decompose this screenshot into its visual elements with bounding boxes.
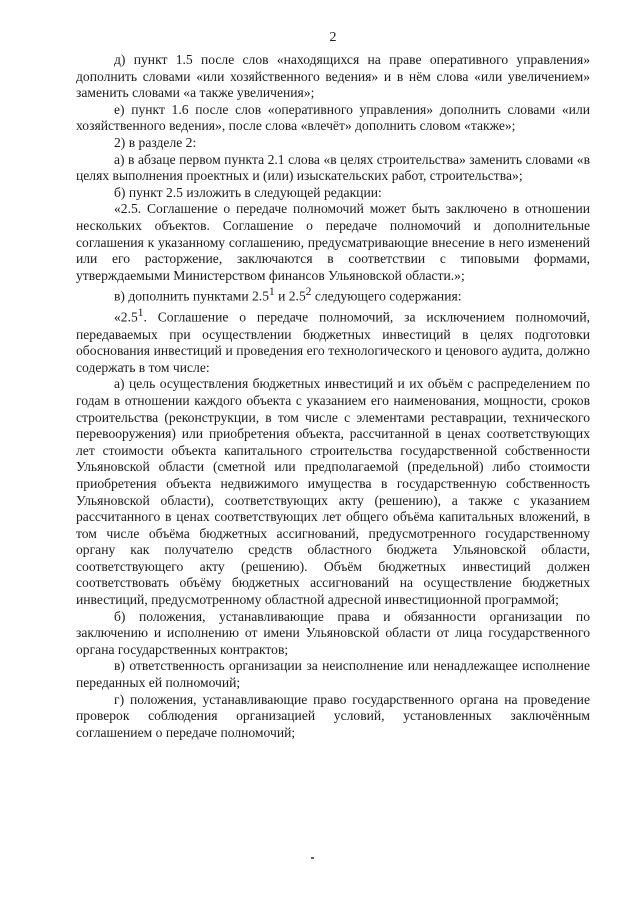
superscript: 1 <box>269 286 275 299</box>
document-body <box>76 52 590 741</box>
paragraph-d: д) пункт 1.5 после слов «находящихся на праве оперативного управления» дополнить словами «или хозяйственного ведения» и в нём слова «или увеличением» заменить словами «а также увеличения»; <box>76 52 590 101</box>
paragraph-v-text: и 2.5 <box>274 288 306 304</box>
paragraph-v-text: следующего содержания: <box>311 288 462 304</box>
scan-artifact <box>311 857 314 859</box>
superscript: 2 <box>305 286 312 299</box>
paragraph-section-2: 2) в разделе 2: <box>114 134 197 150</box>
page-number: 2 <box>329 30 337 45</box>
paragraph-v-text: в) дополнить пунктами 2.5 <box>114 288 270 304</box>
paragraph-2-5: «2.5. Соглашение о передаче полномочий может быть заключено в отношении нескольких объектов. Соглашение о передаче полномочий и дополнительные соглашения к указанному соглашению, предусматривающие внесение в него изменений или его расторжение, заключаются в соответствии с типовыми формами, утверждаемыми Министерством финансов Ульяновской области.»; <box>76 201 590 283</box>
paragraph-v <box>76 284 590 305</box>
paragraph-2-5-1-text: . Соглашение о передаче полномочий, за исключением полномочий, передаваемых при осуществлении бюджетных инвестиций в целях подготовки обоснования инвестиций и проведения его технологического и ценового аудита, должно содержать в том числе: <box>76 309 590 375</box>
subparagraph-a: а) цель осуществления бюджетных инвестиций и их объём с распределением по годам в отношении каждого объекта с указанием его наименования, мощности, сроков строительства (реконструкции, в том числе с элементами реставрации, технического перевооружения) или приобретения объекта, рассчитанной в ценах соответствующих лет стоимости объекта капитального строительства государственной собственности Ульяновской области (сметной или предполагаемой (предельной) либо стоимости приобретения объекта недвижимого имущества в государственную собственность Ульяновской области), соответствующих акту (решению), а также с указанием рассчитанного в ценах соответствующих лет общего объёма капитальных вложений, в том числе объёма бюджетных ассигнований, предусмотренного государственному органу как получателю средств областного бюджета Ульяновской области, соответствующего акту (решению). Объём бюджетных инвестиций должен соответствовать объёму бюджетных ассигнований на осуществление бюджетных инвестиций, предусмотренному областной адресной инвестиционной программой; <box>76 376 590 608</box>
subparagraph-v: в) ответственность организации за неисполнение или ненадлежащее исполнение переданных ей полномочий; <box>76 658 590 691</box>
superscript: 1 <box>137 307 144 320</box>
paragraph-b: б) пункт 2.5 изложить в следующей редакции: <box>114 184 382 200</box>
paragraph-2-5-1 <box>76 305 590 376</box>
subparagraph-b: б) положения, устанавливающие права и обязанности организации по заключению и исполнению от имени Ульяновской области от лица государственного органа государственных контрактов; <box>76 608 590 657</box>
paragraph-a: а) в абзаце первом пункта 2.1 слова «в целях строительства» заменить словами «в целях выполнения проектных и (или) изыскательских работ, строительства»; <box>76 151 590 184</box>
paragraph-e: е) пункт 1.6 после слов «оперативного управления» дополнить словами «или хозяйственного ведения», после слова «влечёт» дополнить словом «также»; <box>76 101 590 134</box>
paragraph-2-5-1-text: «2.5 <box>114 309 138 325</box>
subparagraph-g: г) положения, устанавливающие право государственного органа на проведение проверок соблюдения организацией условий, установленных заключённым соглашением о передаче полномочий; <box>76 691 590 740</box>
